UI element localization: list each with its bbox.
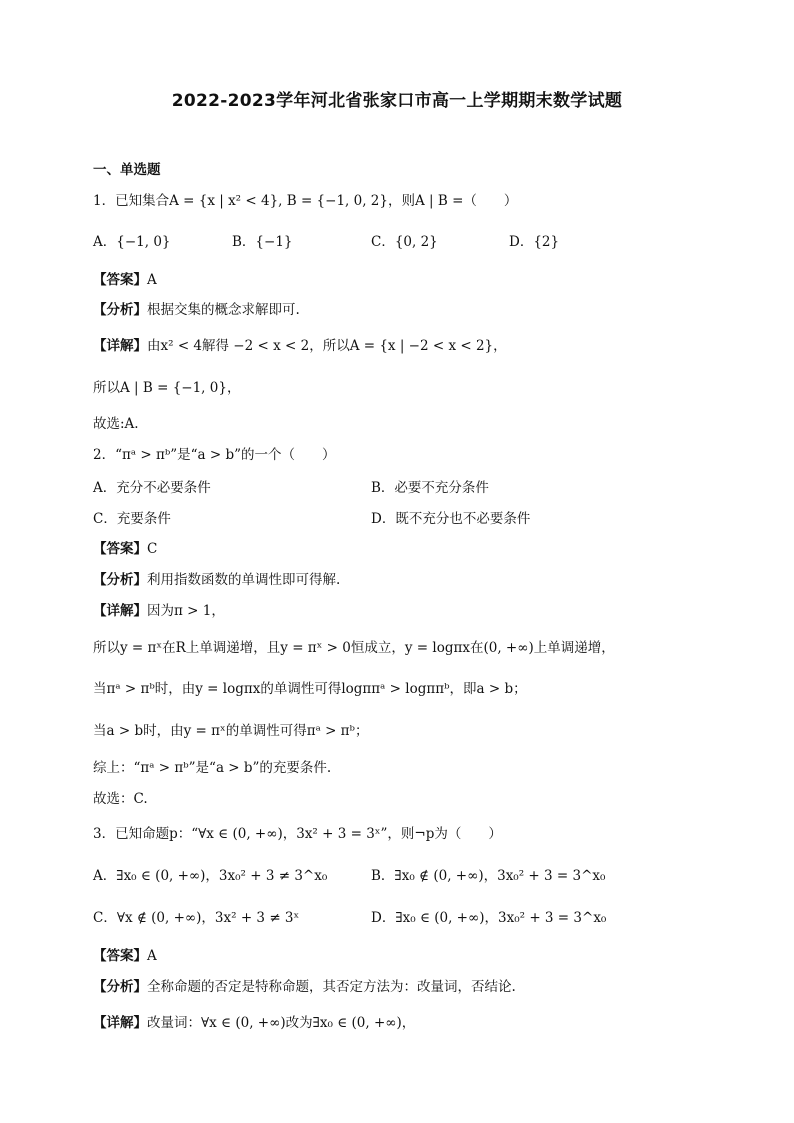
q1-analysis [93, 300, 300, 320]
q3-option-b: B．∃x₀ ∉ (0, +∞)，3x₀² + 3 = 3^x₀ [371, 868, 606, 884]
answer-value: C [147, 541, 158, 557]
q3-option-c: C．∀x ∉ (0, +∞)，3x² + 3 ≠ 3ˣ [93, 910, 300, 926]
answer-tag: 【答案】 [93, 272, 147, 288]
analysis-tag: 【分析】 [93, 979, 147, 995]
q2-detail-4: 当a > b时，由y = πˣ的单调性可得πᵃ > πᵇ； [93, 723, 369, 739]
q2-stem: 2．“πᵃ > πᵇ”是“a > b”的一个（ ） [93, 447, 336, 463]
q1-detail-3: 故选:A. [93, 416, 139, 432]
answer-value: A [147, 272, 157, 288]
section-heading: 一、单选题 [93, 162, 161, 178]
q3-stem: 3．已知命题p：“∀x ∈ (0, +∞)，3x² + 3 = 3ˣ”，则¬p为（ ） [93, 826, 502, 842]
q2-analysis [93, 570, 340, 590]
analysis-text: 利用指数函数的单调性即可得解. [147, 572, 341, 588]
detail-tag: 【详解】 [93, 1015, 147, 1031]
detail-text: 由x² < 4解得 −2 < x < 2，所以A = {x | −2 < x < 2}， [147, 338, 507, 354]
detail-text: 因为π > 1， [147, 603, 225, 619]
page-title: 2022-2023学年河北省张家口市高一上学期期末数学试题 [171, 91, 623, 111]
answer-tag: 【答案】 [93, 948, 147, 964]
detail-tag: 【详解】 [93, 603, 147, 619]
q1-detail-1 [93, 336, 507, 356]
q2-detail-3: 当πᵃ > πᵇ时，由y = logπx的单调性可得logππᵃ > logππᵇ，即a > b； [93, 681, 527, 697]
q3-detail-1 [93, 1013, 415, 1033]
q1-stem: 1．已知集合A = {x | x² < 4}, B = {−1, 0, 2}，则A | B =（ ） [93, 193, 518, 209]
q1-option-d: D．{2} [509, 234, 560, 250]
q2-detail-2: 所以y = πˣ在R上单调递增，且y = πˣ > 0恒成立，y = logπx在(0, +∞)上单调递增， [93, 640, 615, 656]
q3-option-a: A．∃x₀ ∈ (0, +∞)，3x₀² + 3 ≠ 3^x₀ [93, 868, 328, 884]
q2-detail-5: 综上：“πᵃ > πᵇ”是“a > b”的充要条件. [93, 760, 332, 776]
analysis-tag: 【分析】 [93, 572, 147, 588]
q1-answer [93, 270, 157, 290]
q2-option-b: B．必要不充分条件 [371, 480, 489, 496]
q2-detail-6: 故选：C. [93, 791, 148, 807]
q3-answer [93, 946, 157, 966]
q1-option-a: A．{−1, 0} [93, 234, 171, 250]
q3-analysis [93, 977, 516, 997]
q1-option-b: B．{−1} [232, 234, 293, 250]
q1-detail-2: 所以A | B = {−1, 0}， [93, 380, 241, 396]
q2-option-a: A．充分不必要条件 [93, 480, 211, 496]
analysis-text: 全称命题的否定是特称命题，其否定方法为：改量词，否结论. [147, 979, 516, 995]
analysis-tag: 【分析】 [93, 302, 147, 318]
q2-option-d: D．既不充分也不必要条件 [371, 511, 531, 527]
q3-option-d: D．∃x₀ ∈ (0, +∞)，3x₀² + 3 = 3^x₀ [371, 910, 607, 926]
answer-tag: 【答案】 [93, 541, 147, 557]
answer-value: A [147, 948, 157, 964]
q2-detail-1 [93, 601, 225, 621]
analysis-text: 根据交集的概念求解即可. [147, 302, 300, 318]
q1-option-c: C．{0, 2} [371, 234, 438, 250]
detail-text: 改量词：∀x ∈ (0, +∞)改为∃x₀ ∈ (0, +∞)， [147, 1015, 416, 1031]
detail-tag: 【详解】 [93, 338, 147, 354]
q2-option-c: C．充要条件 [93, 511, 171, 527]
q2-answer [93, 539, 157, 559]
